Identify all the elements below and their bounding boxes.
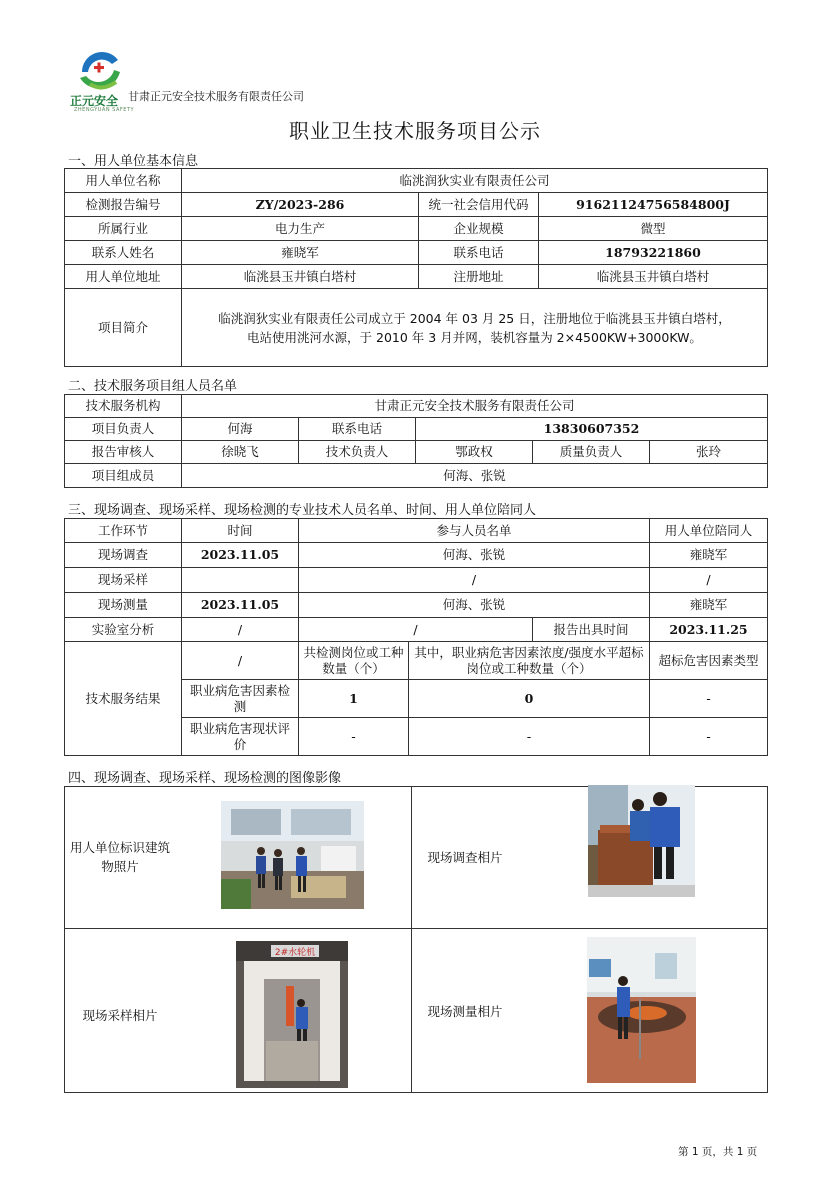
table-row [65, 568, 768, 593]
result-type: - [650, 680, 768, 718]
leader-value: 何海 [182, 418, 299, 441]
result-item: 职业病危害因素检测 [182, 680, 299, 718]
col-time: 时间 [182, 519, 299, 543]
measure-photo [587, 937, 696, 1083]
address-value: 临洮县玉井镇白塔村 [182, 265, 419, 289]
section1-heading: 一、用人单位基本信息 [68, 154, 199, 169]
result-type: - [650, 718, 768, 756]
intro-line-1: 临洮润狄实业有限责任公司成立于 2004 年 03 月 25 日，注册地位于临洮县玉井镇白塔村， [218, 310, 731, 326]
result-count: - [299, 718, 409, 756]
result-exceed: 0 [409, 680, 650, 718]
time-cell [182, 568, 299, 593]
tech-label: 技术负责人 [299, 441, 416, 464]
industry-value: 电力生产 [182, 217, 419, 241]
escort-cell: 雍晓军 [650, 593, 768, 618]
report-no-label: 检测报告编号 [65, 193, 182, 217]
reg-address-value: 临洮县玉井镇白塔村 [539, 265, 768, 289]
section4-heading: 四、现场调查、现场采样、现场检测的图像影像 [68, 771, 342, 786]
org-label: 技术服务机构 [65, 395, 182, 418]
result-item: 职业病危害现状评价 [182, 718, 299, 756]
col-escort: 用人单位陪同人 [650, 519, 768, 543]
leader-phone-value: 13830607352 [416, 418, 768, 441]
table-row [65, 543, 768, 568]
sampling-photo [236, 941, 348, 1088]
col-people: 参与人员名单 [299, 519, 650, 543]
table-row [65, 593, 768, 618]
people-cell: / [299, 568, 650, 593]
result-exceed: - [409, 718, 650, 756]
stage-cell: 现场调查 [65, 543, 182, 568]
page-number: 第 1 页，共 1 页 [678, 1146, 758, 1158]
lab-people: / [299, 618, 533, 642]
caption-survey: 现场调查相片 [427, 850, 503, 865]
unit-name-value: 临洮润狄实业有限责任公司 [182, 169, 768, 193]
escort-cell: / [650, 568, 768, 593]
scale-value: 微型 [539, 217, 768, 241]
caption-sampling: 现场采样相片 [82, 1008, 158, 1023]
tech-value: 鄂政权 [416, 441, 533, 464]
caption-building: 用人单位标识建筑物照片 [70, 840, 171, 874]
issue-value: 2023.11.25 [650, 618, 768, 642]
intro-text [182, 289, 768, 367]
leader-phone-label: 联系电话 [299, 418, 416, 441]
unit-name-label: 用人单位名称 [65, 169, 182, 193]
people-cell: 何海、张锐 [299, 543, 650, 568]
credit-code-label: 统一社会信用代码 [419, 193, 539, 217]
contact-label: 联系人姓名 [65, 241, 182, 265]
phone-label: 联系电话 [419, 241, 539, 265]
quality-label: 质量负责人 [533, 441, 650, 464]
time-cell: 2023.11.05 [182, 543, 299, 568]
members-label: 项目组成员 [65, 464, 182, 488]
turbine-sign-text: 2#水轮机 [274, 948, 316, 958]
intro-label: 项目简介 [65, 289, 182, 367]
issue-label: 报告出具时间 [533, 618, 650, 642]
section2-heading: 二、技术服务项目组人员名单 [68, 379, 238, 394]
industry-label: 所属行业 [65, 217, 182, 241]
time-cell: 2023.11.05 [182, 593, 299, 618]
credit-code-value: 91621124756584800J [539, 193, 768, 217]
stage-cell: 现场测量 [65, 593, 182, 618]
col-stage: 工作环节 [65, 519, 182, 543]
reg-address-label: 注册地址 [419, 265, 539, 289]
reviewer-label: 报告审核人 [65, 441, 182, 464]
contact-value: 雍晓军 [182, 241, 419, 265]
document-title: 职业卫生技术服务项目公示 [289, 119, 541, 143]
caption-measure: 现场测量相片 [427, 1004, 503, 1019]
unit-info-table [64, 168, 768, 367]
members-value: 何海、张锐 [182, 464, 768, 488]
phone-value: 18793221860 [539, 241, 768, 265]
lab-time: / [182, 618, 299, 642]
building-photo [221, 801, 364, 909]
result-head-blank: / [182, 642, 299, 680]
team-table [64, 394, 768, 488]
header-company-name: 甘肃正元安全技术服务有限责任公司 [128, 90, 304, 103]
address-label: 用人单位地址 [65, 265, 182, 289]
stage-cell: 现场采样 [65, 568, 182, 593]
people-cell: 何海、张锐 [299, 593, 650, 618]
org-value: 甘肃正元安全技术服务有限责任公司 [182, 395, 768, 418]
leader-label: 项目负责人 [65, 418, 182, 441]
logo-text: 正元安全 [70, 94, 119, 108]
company-logo-icon [72, 42, 128, 98]
fieldwork-table [64, 518, 768, 756]
result-head-count: 共检测岗位或工种数量（个） [299, 642, 409, 680]
intro-line-2: 电站使用洮河水源，于 2010 年 3 月并网，装机容量为 2×4500KW+3000KW。 [247, 329, 702, 345]
lab-label: 实验室分析 [65, 618, 182, 642]
result-label: 技术服务结果 [65, 642, 182, 756]
result-count: 1 [299, 680, 409, 718]
section3-heading: 三、现场调查、现场采样、现场检测的专业技术人员名单、时间、用人单位陪同人 [68, 503, 537, 518]
quality-value: 张玲 [650, 441, 768, 464]
result-head-exceed: 其中，职业病危害因素浓度/强度水平超标岗位或工种数量（个） [409, 642, 650, 680]
logo-subtitle: ZHENGYUAN SAFETY [74, 107, 135, 113]
result-head-type: 超标危害因素类型 [650, 642, 768, 680]
reviewer-value: 徐晓飞 [182, 441, 299, 464]
escort-cell: 雍晓军 [650, 543, 768, 568]
survey-photo [588, 785, 695, 897]
report-no-value: ZY/2023-286 [182, 193, 419, 217]
scale-label: 企业规模 [419, 217, 539, 241]
